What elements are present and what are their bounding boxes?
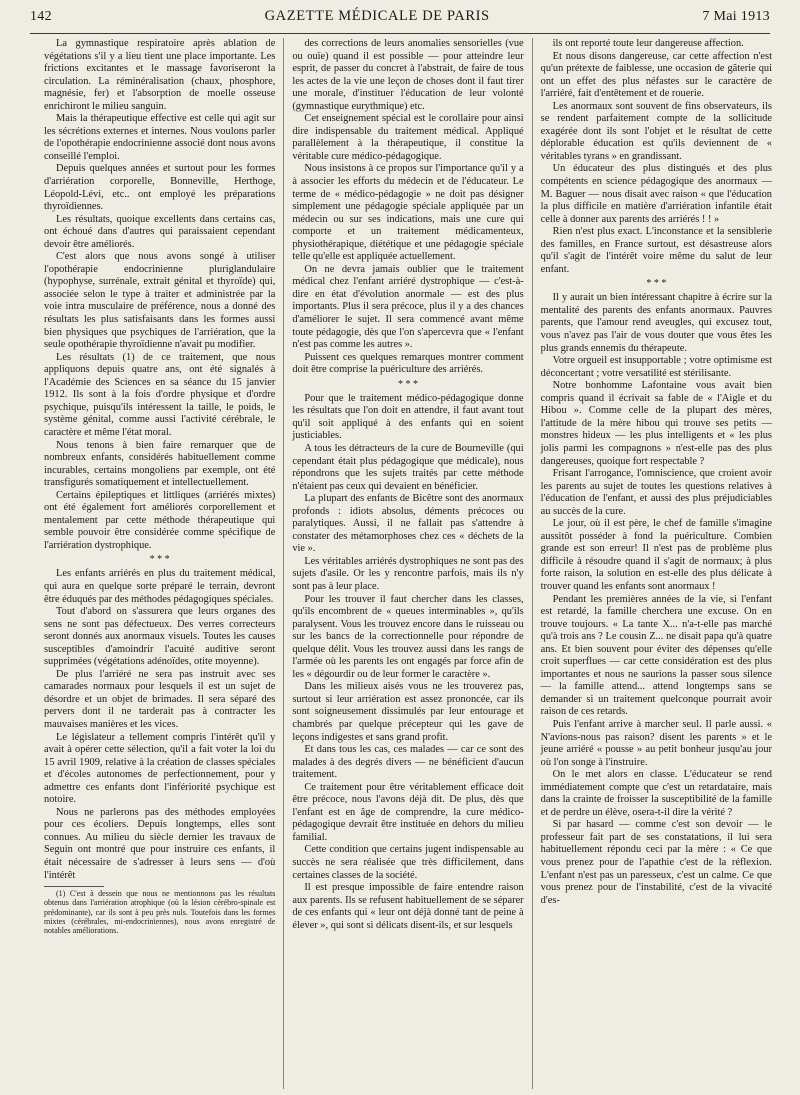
paragraph: C'est alors que nous avons songé à utiliser l'opothérapie endocrinienne pluriglandulaire (hypophyse, surrénale, extrait génital et thyroïde) qui, associée selon le type à traiter et administrée par la voie intra musculaire de préférence, nous a donné des résultats les plus satisfaisants dans les formes aussi bien physiques que psychiques de l'arriération, que la seule opothérapie thyroïdienne n'avait pu modifier. — [44, 251, 276, 351]
paragraph: De plus l'arriéré ne sera pas instruit avec ses camarades normaux pour lesquels il est un sujet de désordre et un objet de brimades. Il sera séparé des pervers dont il ne tarderait pas à contracter les mauvaises manières et les vices. — [44, 668, 276, 730]
journal-title: GAZETTE MÉDICALE DE PARIS — [264, 8, 490, 24]
paragraph: Tout d'abord on s'assurera que leurs organes des sens ne sont pas défectueux. Des verres correcteurs seront donnés aux anormaux visuels. Toutes les causes susceptibles d'amoindrir l'acuité auditive seront supprimées (végétations adénoïdes, otite moyenne). — [44, 606, 276, 668]
paragraph: On ne devra jamais oublier que le traitement médical chez l'enfant arriéré dystrophique — c'est-à-dire en état d'évolution anormale — est des plus importants. Plus il sera précoce, plus il y a des chances d'améliorer le sujet. Il sera commencé avant même toute pédagogie, dès que l'on s'apercevra que « l'enfant n'est pas comme les autres ». — [292, 263, 524, 351]
paragraph: Nous ne parlerons pas des méthodes employées pour ces écoliers. Depuis longtemps, elles sont connues. Au milieu du siècle dernier les travaux de Seguin ont montré que pour instruire ces enfants, il était nécessaire de s'adresser à leurs sens — d'où l'intérêt — [44, 806, 276, 881]
paragraph: Puis l'enfant arrive à marcher seul. Il parle aussi. « N'avions-nous pas raison? disent les parents » et le jeune arriéré « pousse » au petit bonheur jusqu'au jour où l'on songe à l'instruire. — [540, 718, 772, 768]
paragraph: Et dans tous les cas, ces malades — car ce sont des malades à des degrés divers — ne bénéficient d'aucun traitement. — [292, 744, 524, 781]
paragraph: La gymnastique respiratoire après ablation de végétations s'il y a lieu tient une place importante. Les frictions excitantes et le massage favoriseront la circulation. La réminéralisation (chaux, phosphore, magnésie, fer) et l'absorption de moelle osseuse enrichiront le milieu sanguin. — [44, 38, 276, 112]
paragraph: Les véritables arriérés dystrophiques ne sont pas des sujets d'asile. Or les y rencontre parfois, mais ils n'y sont pas à leur place. — [292, 555, 524, 592]
paragraph: des corrections de leurs anomalies sensorielles (vue ou ouïe) quand il est possible — pour atteindre leur esprit, de passer du concret à l'abstrait, de faire de tous les actes de la vie une leçon de choses dont il faut tirer une morale, d'instituer l'éducation de leur volonté (gymnastique eurythmique) etc. — [292, 38, 524, 112]
paragraph: Les enfants arriérés en plus du traitement médical, qui aura en quelque sorte préparé le terrain, devront être éduqués par des méthodes pédagogiques spéciales. — [44, 568, 276, 605]
paragraph: Il y aurait un bien intéressant chapitre à écrire sur la mentalité des parents des enfants anormaux. Pauvres parents, que l'amour rend aveugles, qui excusez tout, vous n'avez pas l'air de vous douter que vous êtes les plus grands ennemis du thérapeute. — [540, 292, 772, 354]
section-separator: * * * — [149, 554, 170, 566]
paragraph: Depuis quelques années et surtout pour les formes d'arriération corporelle, Bonneville, Herthoge, Léopold-Lévi, etc.. ont employé les préparations thyroïdiennes. — [44, 163, 276, 213]
page-number: 142 — [30, 9, 52, 24]
paragraph: On le met alors en classe. L'éducateur se rend immédiatement compte que c'est un retardataire, mais dans la crainte de froisser la susceptibilité de la famille et de perdre un élève, osera-t-il dire la vérité ? — [540, 769, 772, 818]
paragraph: Et nous disons dangereuse, car cette affection n'est qu'un prétexte de faiblesse, une occasion de gâterie qui ont un effet des plus néfastes sur le caractère de l'arriéré, fait d'entêtement et de rouerie. — [540, 50, 772, 100]
paragraph: Frisant l'arrogance, l'omniscience, que croient avoir les parents au sujet de toutes les questions relatives à l'éducation de l'enfant, et aussi des plus préjudiciables au succès de la cure. — [540, 468, 772, 517]
column-3 — [532, 38, 780, 1089]
footnote: (1) C'est à dessein que nous ne mentionnons pas les résultats obtenus dans l'arriération atrophique (où la lésion cérébro-spinale est prédominante), car ils sont à peu près nuls. Toutefois dans les formes mixtes (cérébrales, mi-endocriniennes), nous avons enregistré de notables améliorations. — [44, 889, 276, 935]
article-columns — [36, 38, 780, 1089]
header-rule — [30, 33, 770, 34]
paragraph: Il est presque impossible de faire entendre raison aux parents. Ils se refusent habituellement de se séparer de ces enfants qui « leur ont déjà donné tant de peine à élever », qui sont si délicats disent-ils, et sur lesquels — [292, 882, 524, 931]
paragraph: Mais la thérapeutique effective est celle qui agit sur les sécrétions externes et internes. Nous voulons parler de l'opothérapie endocrinienne associé dont nous avons conseillé l'emploi. — [44, 113, 276, 162]
paragraph: Nous insistons à ce propos sur l'importance qu'il y a à associer les efforts du médecin et de l'éducateur. Le terme de « médico-pédagogie » ne doit pas désigner simplement une pédagogie spéciale appliquée par un médecin ou sur ses indications, mais une cure qui comporte et un traitement médicamenteux, physiothérapique, diététique et une pédagogie spéciale telle qu'elle est appliquée actuellement. — [292, 163, 524, 263]
paragraph: Le législateur a tellement compris l'intérêt qu'il y avait à opérer cette sélection, qu'il a fait voter la loi du 15 avril 1909, relative à la création de classes spéciales et d'écoles autonomes de perfectionnement, pour y admettre ces enfants dont l'infériorité psychique est notoire. — [44, 731, 276, 806]
paragraph: Votre orgueil est insupportable ; votre optimisme est déconcertant ; votre versatilité est stérilisante. — [540, 355, 772, 379]
paragraph: Les anormaux sont souvent de fins observateurs, ils se rendent parfaitement compte de la sollicitude exagérée dont ils sont l'objet et le résultat de cette déplorable éducation est qu'ils deviennent de « véritables tyrans » en grandissant. — [540, 100, 772, 162]
paragraph: Les résultats (1) de ce traitement, que nous appliquons depuis quatre ans, ont été signalés à l'Académie des Sciences en sa séance du 15 janvier 1912. Ils sont à la fois d'ordre physique et d'ordre psychique, puisqu'ils intéressent la taille, le poids, le système génital, comme aussi l'activité cérébrale, le caractère et même l'état moral. — [44, 351, 276, 438]
paragraph: Ce traitement pour être véritablement efficace doit être précoce, nous l'avons déjà dit. De plus, dès que l'enfant est en âge de comprendre, la cure médico-pédagogique devrait être instituée en dehors du milieu familial. — [292, 781, 524, 843]
paragraph: Pour les trouver il faut chercher dans les classes, qu'ils encombrent de « queues interminables », qu'ils paralysent. Vous les trouvez encore dans le ruisseau ou sur les bancs de la correctionnelle pour répondre de quelque délit. Vous les trouvez aussi dans les rangs de l'armée où les parents les ont engagés par force afin de les « dégourdir ou de leur former le caractère ». — [292, 593, 524, 680]
paragraph: Pour que le traitement médico-pédagogique donne les résultats que l'on doit en attendre, il faut avant tout qu'il soit appliqué à des enfants qui en soient justiciables. — [292, 392, 524, 442]
paragraph: Le jour, où il est père, le chef de famille s'imagine aussitôt posséder à fond la puériculture. Combien grande est son erreur! Il n'est pas de problème plus difficile à résoudre quand il s'agit de normaux; à plus forte raison, la solution en est-elle des plus délicate à trouver quand les enfants sont anormaux ! — [540, 518, 772, 592]
paragraph: Nous tenons à bien faire remarquer que de nombreux enfants, considérés habituellement comme incurables, certains mongoliens par exemple, ont été transfigurés somatiquement et intellectuellement. — [44, 439, 276, 489]
paragraph: Rien n'est plus exact. L'inconstance et la sensiblerie des familles, en France surtout, est désastreuse alors qu'il s'agit de l'intérêt voire même du salut de leur enfant. — [540, 226, 772, 275]
paragraph: Dans les milieux aisés vous ne les trouverez pas, surtout si leur arriération est assez prononcée, car ils sont soigneusement dissimulés par leur entourage et chambrés par quelque précepteur qui les gave de leçons indigestes et sans grand profit. — [292, 681, 524, 743]
paragraph: Les résultats, quoique excellents dans certains cas, ont échoué dans d'autres qui paraissaient cependant devoir être améliorés. — [44, 213, 276, 250]
paragraph: A tous les détracteurs de la cure de Bourneville (qui cependant était plus pédagogique que médicale), nous répondrons que les sujets traités par cette méthode n'étaient pas ceux qui devaient en bénéficier. — [292, 442, 524, 492]
paragraph: Cet enseignement spécial est le corollaire pour ainsi dire indispensable du traitement médical. Appliqué parallèlement à la thérapeutique, il constitue la véritable cure médico-pédagogique. — [292, 113, 524, 162]
paragraph: Un éducateur des plus distingués et des plus compétents en science pédagogique des anormaux — M. Baguer — nous disait avec raison « que l'éducation la plus difficile en matière d'arriération infantile était celle à donner aux parents des arriérés ! ! » — [540, 163, 772, 225]
paragraph: Cette condition que certains jugent indispensable au succès ne sera réalisée que très difficilement, dans certaines classes de la société. — [292, 844, 524, 881]
column-1 — [36, 38, 283, 1089]
column-2 — [283, 38, 531, 1089]
issue-date: 7 Mai 1913 — [702, 9, 770, 24]
footnote-rule — [44, 886, 104, 887]
page-header — [30, 8, 770, 32]
section-separator: * * * — [397, 378, 418, 390]
paragraph: ils ont reporté toute leur dangereuse affection. — [552, 38, 744, 49]
paragraph: Notre bonhomme Lafontaine vous avait bien compris quand il écrivait sa fable de « l'Aigle et du Hibou ». Comme celle de la plupart des mères, l'attitude de la mère hibou qui trouve ses petits — monstres hideux — les plus intelligents et « les plus jolis parmi les compagnons » n'est-elle pas des plus dangereuses, quoique fort respectable ? — [540, 380, 772, 467]
section-separator: * * * — [646, 278, 667, 290]
paragraph: Si par hasard — comme c'est son devoir — le professeur fait part de ses constatations, il lui sera habituellement répondu ceci par la mère : « Ce que vous prenez pour de l'apathie c'est de la réflexion. L'enfant n'est pas un paresseux, c'est un calme. Ce que vous prenez pour de l'instabilité, c'est de la vivacité d'es- — [540, 819, 772, 906]
paragraph: Puissent ces quelques remarques montrer comment doit être comprise la puériculture des arriérés. — [292, 351, 524, 376]
paragraph: Pendant les premières années de la vie, si l'enfant est retardé, la famille cherchera une excuse. On en trouve toujours. « La tante X... n'a-t-elle pas marché qu'à trois ans ? Le cousin Z... ne disait papa qu'à quatre ans. Et bien souvent pour éviter des dépenses qu'elle croit superflues — car cette considération est des plus importantes et nous ne saurions la passer sous silence — la famille attend... attend longtemps sans se demander si un traitement quelconque pourrait avoir raison de ces retards. — [540, 593, 772, 718]
paragraph: La plupart des enfants de Bicêtre sont des anormaux profonds : idiots absolus, déments précoces ou paralytiques. Aussi, il ne fallait pas s'attendre à constater des métamorphoses chez ces « déchets de la vie ». — [292, 493, 524, 555]
paragraph: Certains épileptiques et littliques (arriérés mixtes) ont été également fort améliorés corporellement et mentalement par cette méthode thérapeutique qui semble pouvoir être considérée comme spécifique de l'arriération dystrophique. — [44, 489, 276, 551]
